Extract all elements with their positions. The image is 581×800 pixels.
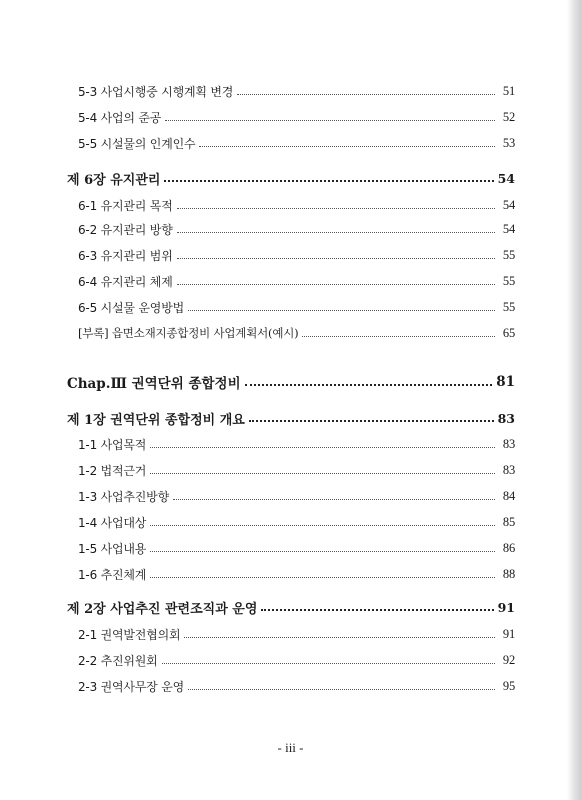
toc-chapter-title: 제 2장 사업추진 관련조직과 운영 [67, 601, 258, 617]
dot-leader [177, 284, 495, 285]
toc-entry-title: 1-1 사업목적 [78, 437, 147, 452]
toc-entry-page: 55 [502, 247, 515, 262]
toc-entry-6-3[interactable] [78, 245, 515, 265]
toc-entry-6-1[interactable] [78, 195, 515, 215]
toc-entry-title: 1-4 사업대상 [78, 515, 147, 530]
dot-leader [188, 689, 495, 690]
toc-entry-title: 1-2 법적근거 [78, 463, 147, 478]
toc-entry-5-4[interactable] [78, 107, 515, 127]
toc-entry-page: 65 [502, 325, 515, 340]
toc-entry-5-3[interactable] [78, 81, 515, 101]
toc-entry-2-2[interactable] [78, 650, 515, 670]
toc-entry-title: [부록] 읍면소재지종합정비 사업계획서(예시) [78, 326, 299, 340]
toc-entry-title: 6-4 유지관리 체제 [78, 274, 173, 289]
toc-entry-6-5[interactable] [78, 297, 515, 317]
toc-entry-appendix[interactable] [78, 323, 515, 343]
toc-entry-title: 2-2 추진위원회 [78, 653, 158, 668]
toc-entry-title: 2-1 권역발전협의회 [78, 627, 181, 642]
toc-entry-page: 83 [502, 462, 515, 477]
toc-chapter-2[interactable] [67, 597, 515, 617]
dot-leader [261, 609, 493, 611]
toc-entry-6-2[interactable] [78, 219, 515, 239]
toc-chapter-page: 91 [497, 599, 515, 615]
toc-entry-6-4[interactable] [78, 271, 515, 291]
toc-entry-1-2[interactable] [78, 460, 515, 480]
dot-leader [162, 663, 495, 664]
toc-entry-page: 86 [502, 540, 515, 555]
toc-entry-page: 54 [502, 197, 515, 212]
toc-chapter-title: 제 6장 유지관리 [67, 172, 161, 188]
page-number: - iii - [277, 740, 304, 755]
toc-entry-2-3[interactable] [78, 676, 515, 696]
toc-chapter-title: 제 1장 권역단위 종합정비 개요 [67, 412, 245, 428]
dot-leader [249, 420, 494, 422]
toc-entry-1-4[interactable] [78, 512, 515, 532]
toc-entry-title: 5-5 시설물의 인계인수 [78, 136, 196, 151]
toc-chapter-1[interactable] [67, 408, 515, 428]
toc-entry-page: 53 [502, 135, 515, 150]
dot-leader [150, 577, 495, 578]
dot-leader [164, 180, 493, 182]
toc-chapter-page: 54 [497, 170, 515, 186]
dot-leader [150, 473, 495, 474]
toc-entry-page: 85 [502, 514, 515, 529]
dot-leader [150, 551, 495, 552]
toc-entry-1-3[interactable] [78, 486, 515, 506]
toc-entry-title: 6-5 시설물 운영방법 [78, 300, 184, 315]
dot-leader [245, 384, 493, 386]
toc-part-title: Chap.Ⅲ 권역단위 종합정비 [67, 376, 241, 392]
toc-entry-title: 1-3 사업추진방향 [78, 489, 169, 504]
toc-entry-title: 2-3 권역사무장 운영 [78, 679, 184, 694]
toc-entry-2-1[interactable] [78, 624, 515, 644]
toc-entry-page: 55 [502, 299, 515, 314]
dot-leader [302, 336, 495, 337]
toc-entry-page: 92 [502, 652, 515, 667]
toc-entry-5-5[interactable] [78, 133, 515, 153]
toc-entry-title: 5-3 사업시행중 시행계획 변경 [78, 84, 234, 99]
dot-leader [199, 146, 495, 147]
dot-leader [188, 310, 495, 311]
toc-entry-page: 51 [502, 83, 515, 98]
dot-leader [150, 447, 495, 448]
toc-entry-page: 88 [502, 566, 515, 581]
toc-chapter-6[interactable] [67, 168, 515, 188]
dot-leader [165, 120, 495, 121]
dot-leader [177, 232, 495, 233]
toc-entry-page: 83 [502, 436, 515, 451]
toc-entry-page: 52 [502, 109, 515, 124]
toc-entry-1-1[interactable] [78, 434, 515, 454]
toc-entry-1-5[interactable] [78, 538, 515, 558]
toc-entry-page: 54 [502, 221, 515, 236]
toc-entry-title: 6-2 유지관리 방향 [78, 222, 173, 237]
dot-leader [150, 525, 495, 526]
dot-leader [184, 637, 495, 638]
toc-entry-title: 1-5 사업내용 [78, 541, 147, 556]
dot-leader [173, 499, 495, 500]
toc-entry-title: 6-1 유지관리 목적 [78, 198, 173, 213]
toc-part-chap-3[interactable] [67, 372, 515, 392]
toc-part-page: 81 [496, 374, 515, 390]
toc-chapter-page: 83 [497, 410, 515, 426]
toc-entry-title: 1-6 추진체계 [78, 567, 147, 582]
toc-entry-title: 5-4 사업의 준공 [78, 110, 162, 125]
toc-entry-page: 95 [502, 678, 515, 693]
toc-entry-title: 6-3 유지관리 범위 [78, 248, 173, 263]
toc-entry-page: 91 [502, 626, 515, 641]
dot-leader [177, 208, 495, 209]
toc-entry-page: 55 [502, 273, 515, 288]
toc-entry-page: 84 [502, 488, 515, 503]
dot-leader [177, 258, 495, 259]
scan-edge-shadow [567, 0, 581, 800]
toc-entry-1-6[interactable] [78, 564, 515, 584]
dot-leader [237, 94, 495, 95]
